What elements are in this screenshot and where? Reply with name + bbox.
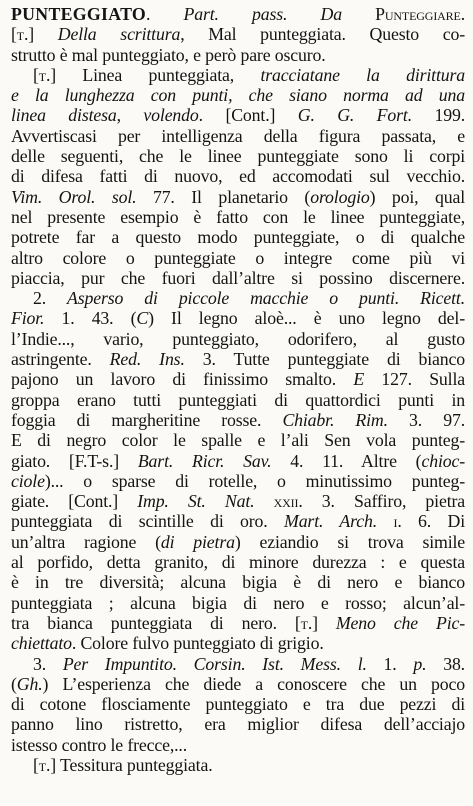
text-run: punteggiata ; alcuna bigia di nero e rosso; alcun’al- [11,592,465,613]
text-run: al porfido, detta granito, di minore durezza : e questa [11,552,465,573]
text-run: punteggiata di scintille di oro. [11,511,285,532]
text-line [11,714,465,734]
text-line [11,511,465,531]
dictionary-entry-punteggiato [11,4,465,775]
text-run: ] [312,612,336,633]
text-run: [ [33,64,39,85]
text-run: 38. [426,653,465,674]
small-caps-run: t. [300,612,313,633]
text-line [11,187,465,207]
italic-run: Da [320,4,342,24]
text-line [11,451,465,471]
text-run: , [116,105,144,126]
small-caps-run: xxii [273,491,299,512]
italic-run: Bart. Ricr. Sav. [137,450,272,471]
text-run: pajono un lavoro di finissimo smalto. [11,369,354,390]
text-line [11,491,465,511]
italic-run: Asperso di piccole macchie o punti. Ricett. [67,288,465,309]
italic-run: Gh. [16,673,43,694]
small-caps-run: i [393,511,398,532]
text-run: . [Cont.] [198,105,298,126]
text-line [11,24,465,44]
text-line [11,552,465,572]
text-run [377,511,393,531]
text-line [11,674,465,694]
text-line [11,613,465,633]
text-run: 3. 97. [387,409,465,430]
text-line [11,349,465,369]
text-run: giato. [F.T-s.] [11,450,138,471]
text-run [254,491,273,511]
text-line [11,85,465,105]
text-line [11,329,465,349]
italic-run: e la lunghezza con punti, che siano norma ad una [11,85,465,106]
text-line [11,268,465,288]
italic-run: p. [413,653,427,674]
text-run: panno lino ristretto, era miglior difesa dell’acciajo [11,714,465,735]
text-run: . [460,4,465,24]
italic-run: Fior. [11,308,45,329]
text-run: . Colore fulvo punteggiato di grigio. [71,633,324,654]
text-line [11,288,465,308]
text-line [11,248,465,268]
italic-run: Red. Ins. [109,349,185,370]
italic-run: linea distesa [11,105,117,126]
text-line [11,755,465,775]
text-run: piaccia, pur che fuori dall’altre si possino discernere. [11,267,465,288]
italic-run: ciole [11,470,45,491]
text-run [342,4,375,24]
italic-run: volendo [143,105,199,126]
text-run: altro colore o punteggiate o integre come più vi [11,247,465,268]
italic-run: C [136,308,149,329]
text-run: ] Linea punteggiata, [50,64,261,85]
text-run: delle seguenti, che le linee punteggiate sono li corpi [11,146,465,167]
small-caps-run: t. [38,754,51,775]
text-run: giate. [Cont.] [11,491,138,512]
italic-run: chioc- [421,450,465,471]
text-run: Avvertiscasi per intelligenza della figura passata, e [11,125,465,146]
italic-run: chiettato [11,633,72,654]
text-run: ) Il legno aloè... è uno legno del- [148,308,465,329]
text-line [11,105,465,125]
text-run: strutto è mal punteggiato, e però pare oscuro. [11,44,326,65]
text-line [11,207,465,227]
text-line [11,654,465,674]
text-run: 3. Tutte punteggiate di bianco [184,349,465,370]
text-line [11,694,465,714]
text-line [11,369,465,389]
small-caps-run: t. [16,24,29,45]
text-line [11,572,465,592]
text-run: 77. Il planetario ( [136,186,311,207]
small-caps-run: Punteggiare [375,4,461,24]
text-line [11,735,465,755]
text-run: )... o sparse di rotelle, o minutissimo punteg- [44,470,465,491]
text-run: ] [28,24,58,45]
small-caps-run: t. [38,64,51,85]
text-line [11,308,465,328]
italic-run: Part. pass. [183,4,288,24]
text-run: l’Indie..., vario, punteggiato, odorifero, al gusto [11,328,465,349]
italic-run: E [353,369,365,390]
text-run: istesso contro le frecce,... [11,734,188,755]
text-line [11,471,465,491]
italic-run: Mart. Arch. [284,511,378,532]
text-run: . [146,4,184,24]
text-run: astringente. [11,349,110,370]
text-run: di cotone flosciamente punteggiato e tra due pezzi di [11,694,465,715]
text-run: ) L’esperienza che diede a conoscere che un poco [42,673,465,694]
text-line [11,4,465,24]
italic-run: Imp. St. Nat. [137,491,255,512]
text-run: E di negro color le spalle e l’ali Sen vola punteg- [11,430,465,451]
text-run: 3. [33,653,63,674]
text-run: un’altra ragione ( [11,531,161,552]
text-run: , Mal punteggiata. Questo co- [180,24,465,45]
text-run: ] Tessitura punteggiata. [50,754,213,775]
italic-run: Chiabr. Rim. [282,409,388,430]
text-line [11,390,465,410]
italic-run: Meno che Pic- [335,612,465,633]
text-line [11,593,465,613]
text-line [11,65,465,85]
italic-run: di pietra [160,531,235,552]
text-line [11,430,465,450]
text-run: 1. [366,653,414,674]
text-run: groppa erano tutti punteggiati di quattordici punti in [11,389,465,410]
italic-run: Per Impuntito. Corsin. Ist. Mess. l. [62,653,367,674]
text-line [11,633,465,653]
text-line [11,146,465,166]
text-run: [ [33,754,39,775]
text-run: ( [11,673,17,694]
italic-run: G. G. Fort. [297,105,412,126]
text-run: . 6. Di [397,511,465,532]
text-line [11,166,465,186]
text-run: è in tre diversità; alcuna bigia è di nero e bianco [11,572,465,593]
text-line [11,45,465,65]
text-run: nel presente esempio è fatto con le linee punteggiate, [11,206,465,227]
text-run: foggia di margheritine rosse. [11,409,283,430]
text-line [11,532,465,552]
italic-run: orologio [310,186,370,207]
text-run: ) eziandio si trova simile [234,531,465,552]
text-run: 127. Sulla [364,369,465,390]
italic-run: Della scrittura [57,24,181,45]
text-run: 1. 43. ( [44,308,137,329]
text-run: 4. 11. Altre ( [271,450,422,471]
text-line [11,410,465,430]
text-run: tra bianca punteggiata di nero. [ [11,612,301,633]
text-run: 199. [412,105,465,126]
text-line [11,227,465,247]
headword: PUNTEGGIATO [11,4,147,24]
text-run: di difesa fatti di nuovo, ed accomodati sul vecchio. [11,166,465,187]
text-run [287,4,320,24]
italic-run: tracciatane la dirittura [260,64,465,85]
text-line [11,126,465,146]
text-run: ) poi, qual [369,186,465,207]
text-run: potrete far a questo modo punteggiate, o di qualche [11,227,465,248]
text-run: [ [11,24,17,45]
text-run: 2. [33,288,68,309]
italic-run: Vim. Orol. sol. [11,186,137,207]
text-run: . 3. Saffiro, pietra [298,491,465,512]
